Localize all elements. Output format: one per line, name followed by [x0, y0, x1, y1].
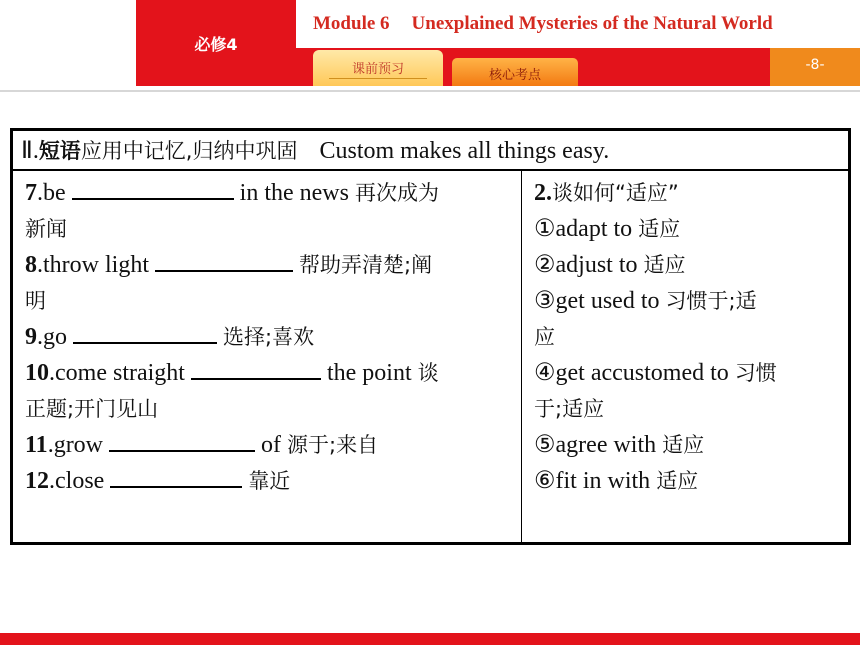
module-title [313, 13, 773, 35]
phrase-meaning-cont: 新闻 [25, 217, 67, 241]
phrase-prefix: .go [37, 324, 73, 350]
synonym-meaning-cont: 于;适应 [534, 397, 605, 421]
answer-blank[interactable] [73, 322, 217, 344]
synonym-phrase: ①adapt to [534, 216, 639, 242]
module-label: Module 6 [313, 13, 390, 34]
phrase-meaning: 靠近 [248, 469, 291, 493]
phrase-item [25, 355, 515, 391]
phrase-item [25, 247, 515, 283]
item-number: 12 [25, 468, 49, 494]
phrase-prefix: .be [37, 180, 72, 206]
synonym-meaning: 习惯 [734, 361, 777, 385]
phrase-suffix: the point [320, 360, 418, 386]
book-label: 必修4 [194, 35, 238, 54]
phrase-item [25, 427, 515, 463]
page-number: -8- [770, 48, 860, 86]
left-column [25, 175, 515, 499]
synonym-meaning: 习惯于;适 [665, 289, 757, 313]
synonym-item-continued [534, 391, 844, 427]
synonym-meaning-cont: 应 [534, 325, 555, 349]
section-keyword: 短语 [38, 139, 81, 163]
answer-blank[interactable] [110, 466, 242, 488]
phrase-meaning: 选择;喜欢 [223, 325, 315, 349]
right-heading [534, 175, 844, 211]
module-name: Unexplained Mysteries of the Natural World [411, 13, 773, 34]
phrase-meaning: 再次成为 [354, 181, 439, 205]
phrase-prefix: .come straight [49, 360, 191, 386]
section-motto: Custom makes all things easy. [319, 138, 610, 164]
synonym-meaning: 适应 [643, 253, 686, 277]
phrase-item [25, 175, 515, 211]
header-divider [0, 90, 860, 92]
item-number: 11 [25, 432, 48, 458]
phrase-meaning-cont: 明 [25, 289, 46, 313]
phrase-item-continued [25, 283, 515, 319]
section-title: 应用中记忆,归纳中巩固 [80, 139, 298, 163]
item-number: 7 [25, 180, 37, 206]
synonym-item [534, 463, 844, 499]
phrase-meaning-cont: 正题;开门见山 [25, 397, 159, 421]
phrase-item [25, 319, 515, 355]
synonym-phrase: ②adjust to [534, 252, 644, 278]
synonym-item [534, 283, 844, 319]
right-column [534, 175, 844, 499]
tab-active-underline [329, 78, 427, 79]
phrase-item-continued [25, 391, 515, 427]
column-divider [521, 171, 522, 542]
item-number: 9 [25, 324, 37, 350]
section-heading [13, 131, 848, 171]
header-left-blank [0, 0, 136, 86]
tab-key-points[interactable] [452, 58, 578, 86]
answer-blank[interactable] [155, 250, 293, 272]
synonym-meaning: 适应 [638, 217, 681, 241]
synonym-phrase: ⑤agree with [534, 432, 663, 458]
section-numeral: Ⅱ. [21, 138, 39, 164]
item-number: 10 [25, 360, 49, 386]
phrase-meaning: 谈 [417, 361, 439, 385]
synonym-item-continued [534, 319, 844, 355]
synonym-phrase: ③get used to [534, 288, 666, 314]
tab-preview-label: 课前预习 [351, 62, 404, 77]
phrase-table [10, 128, 851, 545]
synonym-meaning: 适应 [662, 433, 705, 457]
phrase-prefix: .grow [47, 432, 110, 458]
synonym-phrase: ④get accustomed to [534, 360, 735, 386]
phrase-item [25, 463, 515, 499]
answer-blank[interactable] [72, 178, 234, 200]
answer-blank[interactable] [191, 358, 321, 380]
tab-preview[interactable] [313, 50, 443, 86]
footer-bar [0, 633, 860, 645]
synonym-item [534, 355, 844, 391]
synonym-item [534, 427, 844, 463]
synonym-item [534, 211, 844, 247]
phrase-suffix: in the news [233, 180, 355, 206]
tab-key-points-label: 核心考点 [488, 68, 541, 83]
answer-blank[interactable] [109, 430, 255, 452]
phrase-meaning: 帮助弄清楚;阐 [299, 253, 433, 277]
phrase-meaning: 源于;来自 [287, 433, 379, 457]
synonym-item [534, 247, 844, 283]
heading-number: 2. [534, 180, 552, 206]
phrase-prefix: .close [49, 468, 111, 494]
heading-text: 谈如何 [552, 181, 615, 205]
item-number: 8 [25, 252, 37, 278]
phrase-prefix: .throw light [37, 252, 155, 278]
synonym-phrase: ⑥fit in with [534, 468, 657, 494]
heading-quote: “适应” [615, 181, 679, 205]
synonym-meaning: 适应 [656, 469, 699, 493]
phrase-item-continued [25, 211, 515, 247]
phrase-suffix: of [255, 432, 288, 458]
